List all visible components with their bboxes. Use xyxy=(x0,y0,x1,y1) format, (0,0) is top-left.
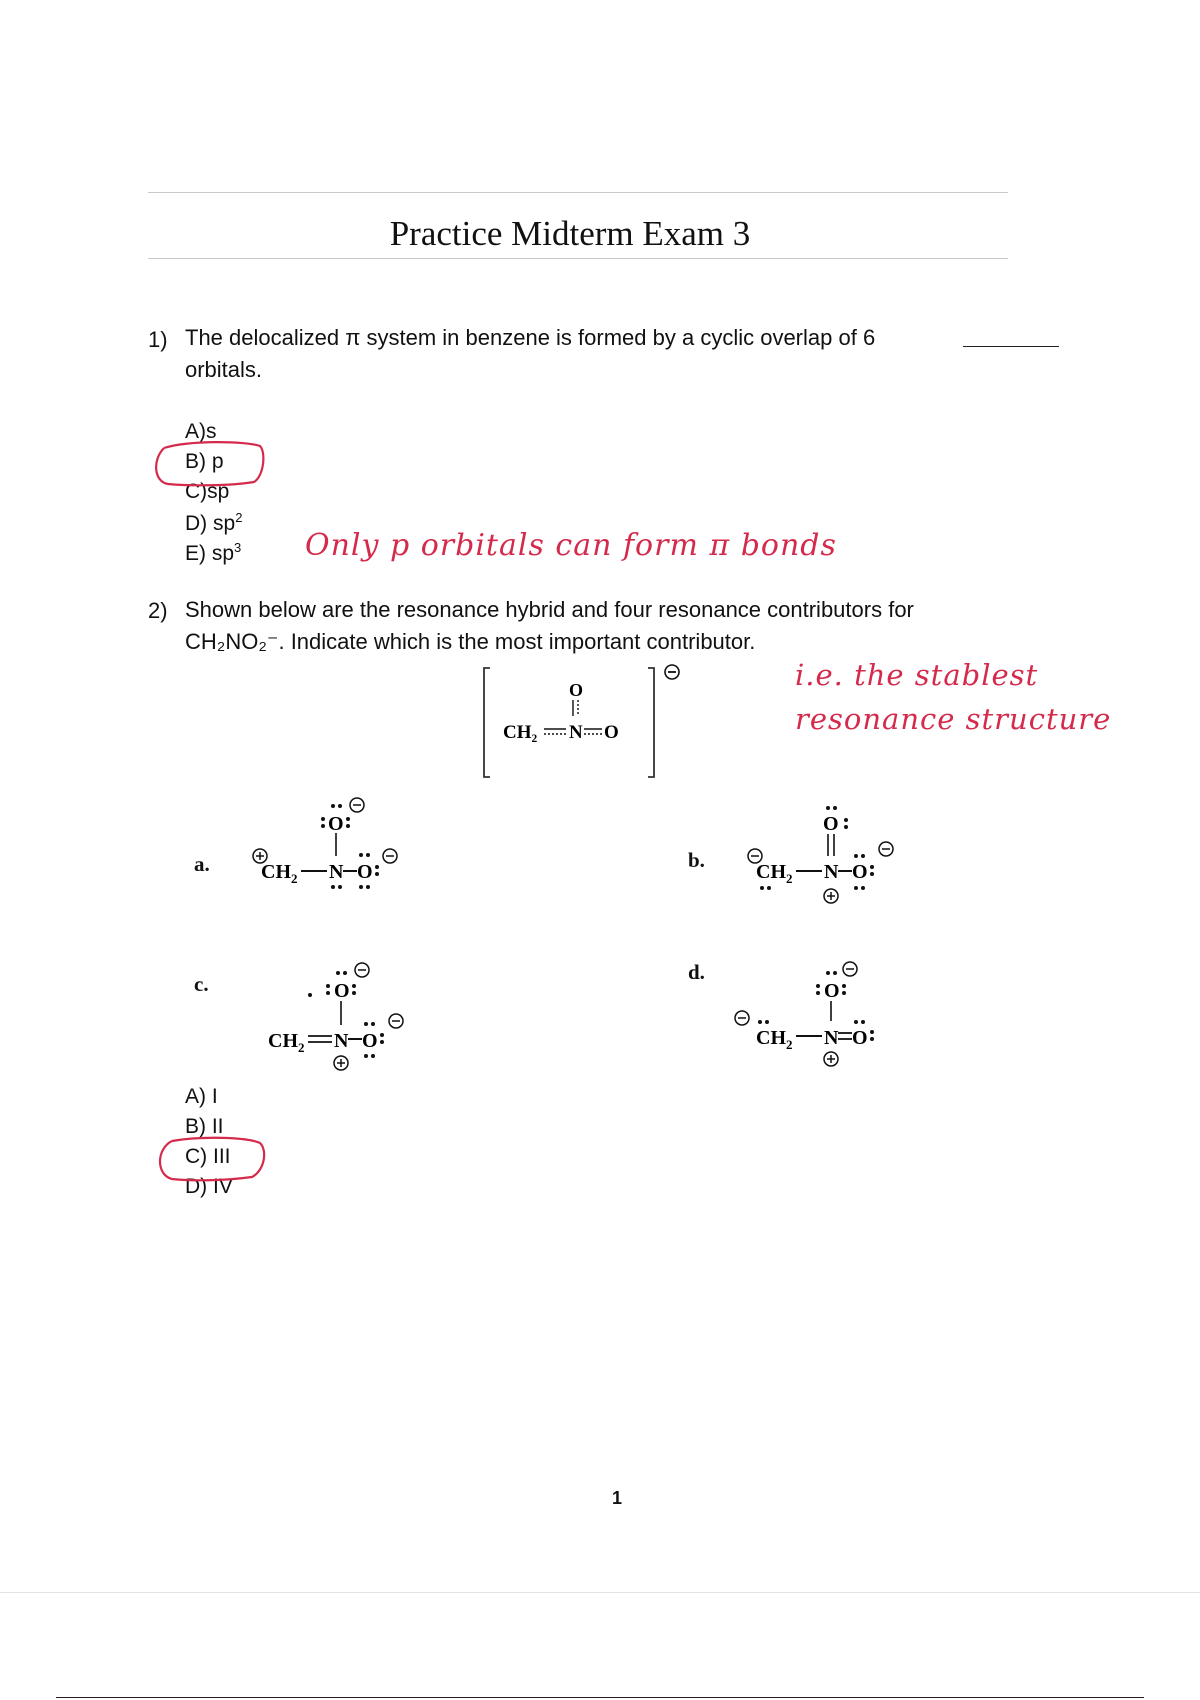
q1-number: 1) xyxy=(148,327,168,352)
structure-label-a: a. xyxy=(194,852,210,876)
q1-option-e[interactable]: E) $sp^3$ xyxy=(185,540,242,565)
hybrid-n: N xyxy=(569,722,583,743)
svg-text:N: N xyxy=(824,1027,839,1049)
svg-text:CH: CH xyxy=(756,1027,786,1049)
svg-text:O: O xyxy=(852,1027,868,1049)
hybrid-top-o: O xyxy=(568,680,584,700)
q1-option-a[interactable]: A)s xyxy=(185,420,217,443)
q1-text-line2: orbitals. xyxy=(185,357,263,382)
svg-text:N: N xyxy=(824,861,839,883)
q2-text-line2: CH₂NO₂⁻. Indicate which is the most important contributor. xyxy=(185,629,756,654)
q2-answer-circle xyxy=(152,1135,272,1183)
q2-option-c[interactable]: C) III xyxy=(185,1145,231,1168)
svg-text:O: O xyxy=(824,980,840,1002)
header-rule-top xyxy=(148,192,1008,193)
q2-number: 2) xyxy=(148,598,168,623)
q2-handwritten-note-line2: resonance structure xyxy=(795,702,1112,736)
resonance-hybrid-structure xyxy=(478,660,698,785)
svg-text:2: 2 xyxy=(291,871,298,886)
q2-option-b[interactable]: B) II xyxy=(185,1115,224,1138)
svg-text:N: N xyxy=(334,1030,349,1052)
q1-option-b[interactable]: B) p xyxy=(185,450,224,473)
q1-option-c[interactable]: C)sp xyxy=(185,480,230,503)
header-rule-bottom xyxy=(148,258,1008,259)
svg-text:O: O xyxy=(362,1030,378,1052)
structure-label-c: c. xyxy=(194,972,209,996)
svg-text:O: O xyxy=(823,813,839,835)
structure-b[interactable] xyxy=(740,800,930,910)
svg-text:O: O xyxy=(852,861,868,883)
structure-label-b: b. xyxy=(688,848,705,872)
q1-text-line1: The delocalized π system in benzene is formed by a cyclic overlap of 6 xyxy=(185,325,876,350)
hybrid-ch2: CH₂ xyxy=(503,722,538,743)
structure-d[interactable] xyxy=(730,955,920,1075)
svg-text:O: O xyxy=(357,861,373,883)
footer-rule xyxy=(0,1592,1200,1593)
hybrid-right-o: O xyxy=(604,722,619,743)
structure-c[interactable] xyxy=(262,955,452,1075)
svg-text:O: O xyxy=(334,980,350,1002)
svg-text:2: 2 xyxy=(786,1037,793,1052)
svg-text:O: O xyxy=(328,813,344,835)
q1-answer-circle xyxy=(150,438,270,492)
svg-text:N: N xyxy=(329,861,344,883)
q1-option-d[interactable]: D) $sp^2$ xyxy=(185,510,243,535)
q2-text-line1: Shown below are the resonance hybrid and four resonance contributors for xyxy=(185,597,914,622)
svg-text:CH: CH xyxy=(261,861,291,883)
q2-handwritten-note-line1: i.e. the stablest xyxy=(795,658,1039,692)
structure-label-d: d. xyxy=(688,960,705,984)
page-title: Practice Midterm Exam 3 xyxy=(389,214,751,253)
footer-rule-dark xyxy=(56,1697,1144,1698)
svg-text:CH: CH xyxy=(268,1030,298,1052)
page-number: 1 xyxy=(612,1488,623,1508)
svg-text:2: 2 xyxy=(786,871,793,886)
svg-text:CH: CH xyxy=(756,861,786,883)
q1-handwritten-note: Only p orbitals can form π bonds xyxy=(305,528,837,563)
svg-text:2: 2 xyxy=(298,1040,305,1055)
q1-answer-blank xyxy=(963,346,1059,347)
q2-option-a[interactable]: A) I xyxy=(185,1085,218,1108)
structure-a[interactable] xyxy=(245,795,435,905)
q2-option-d[interactable]: D) IV xyxy=(185,1175,233,1198)
